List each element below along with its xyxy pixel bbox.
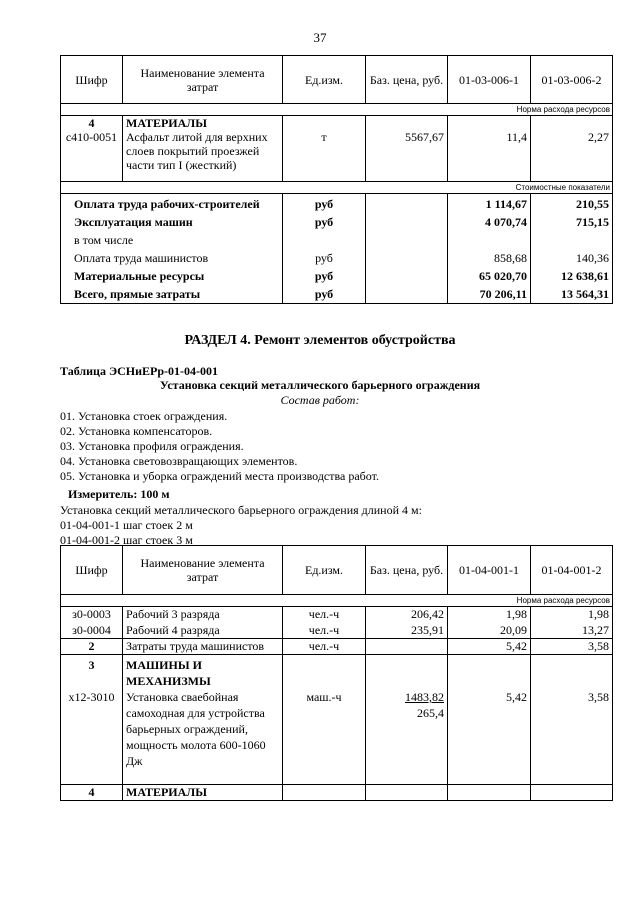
cost-row-name: Эксплуатация машин — [74, 215, 193, 229]
resource-table-2 — [60, 545, 613, 801]
norm-label: Норма расхода ресурсов — [61, 104, 613, 116]
cost-values-2 — [531, 194, 613, 304]
item-unit: т — [283, 116, 366, 182]
header-col1: 01-04-001-1 — [448, 546, 531, 595]
machine-name-line: Установка сваебойная — [126, 690, 239, 704]
cost-row-unit — [286, 231, 362, 249]
work-composition-title: Состав работ: — [280, 393, 360, 407]
machine-price-secondary: 265,4 — [417, 706, 444, 720]
header-col1: 01-03-006-1 — [448, 56, 531, 104]
row-value-1: 20,09 — [448, 623, 531, 639]
materials-number: 4 — [61, 785, 123, 801]
cost-row-value: 65 020,70 — [479, 269, 527, 283]
cost-row-unit: руб — [315, 251, 333, 265]
description — [60, 503, 422, 548]
row-unit: чел.-ч — [283, 639, 366, 655]
item-name-line: Асфальт литой для верхних — [126, 130, 268, 144]
cost-row-name: Всего, прямые затраты — [74, 287, 201, 301]
machine-name-line: мощность молота 600-1060 — [126, 738, 266, 752]
cost-row-unit: руб — [314, 197, 334, 211]
machines-name-cell — [123, 655, 283, 785]
cost-row-value: 210,55 — [576, 197, 609, 211]
table-title: Установка секций металлического барьерного ограждения — [159, 378, 481, 392]
section-name: МАТЕРИАЛЫ — [126, 116, 207, 130]
measure: Измеритель: 100 м — [68, 487, 170, 501]
cost-row-value — [534, 231, 609, 249]
machine-name-line: барьерных ограждений, — [126, 722, 248, 736]
cost-row-unit: руб — [314, 287, 334, 301]
machines-code-cell — [61, 655, 123, 785]
header-code: Шифр — [61, 56, 123, 104]
cost-row-value: 70 206,11 — [479, 287, 527, 301]
work-item: 05. Установка и уборка ограждений места производства работ. — [60, 469, 379, 483]
row-code: з0-0003 — [61, 607, 123, 623]
cost-row-value: 140,36 — [576, 251, 609, 265]
row-price: 235,91 — [366, 623, 448, 639]
page-number: 37 — [313, 30, 327, 45]
cost-row-value: 12 638,61 — [561, 269, 609, 283]
machine-price: 1483,82 — [405, 690, 444, 704]
description-line: 01-04-001-2 шаг стоек 3 м — [60, 533, 193, 547]
machine-value-2: 3,58 — [531, 655, 613, 785]
header-name: Наименование элемента затрат — [123, 56, 283, 104]
row-value-2: 13,27 — [531, 623, 613, 639]
machine-price-cell — [366, 655, 448, 785]
cost-price-cell — [366, 194, 448, 304]
work-item: 02. Установка компенсаторов. — [60, 424, 213, 438]
machines-name-line: МЕХАНИЗМЫ — [126, 674, 211, 688]
row-code: з0-0004 — [61, 623, 123, 639]
machines-number: 3 — [88, 658, 95, 672]
row-code: 2 — [61, 639, 123, 655]
row-price — [366, 639, 448, 655]
machine-code: х12-3010 — [68, 690, 115, 704]
item-price: 5567,67 — [366, 116, 448, 182]
cost-row-unit: руб — [314, 215, 334, 229]
header-price: Баз. цена, руб. — [366, 546, 448, 595]
section-code-cell — [61, 116, 123, 182]
machine-value-1: 5,42 — [448, 655, 531, 785]
item-name-line: части тип I (жесткий) — [126, 158, 237, 172]
cost-row-name: Материальные ресурсы — [74, 269, 205, 283]
header-unit: Ед.изм. — [283, 56, 366, 104]
cost-row-value: 4 070,74 — [485, 215, 527, 229]
header-name: Наименование элемента затрат — [123, 546, 283, 595]
cost-row-name: в том числе — [74, 233, 134, 247]
header-unit: Ед.изм. — [283, 546, 366, 595]
work-item: 01. Установка стоек ограждения. — [60, 409, 228, 423]
header-price: Баз. цена, руб. — [366, 56, 448, 104]
cost-units — [283, 194, 366, 304]
item-name-line: слоев покрытий проезжей — [126, 144, 260, 158]
machines-name-line: МАШИНЫ И — [126, 658, 202, 672]
row-value-2: 3,58 — [531, 639, 613, 655]
machine-name-line: самоходная для устройства — [126, 706, 265, 720]
cost-label: Стоимостные показатели — [61, 182, 613, 194]
work-item: 04. Установка световозвращающих элементов. — [60, 454, 298, 468]
work-items — [60, 409, 379, 484]
norm-label: Норма расхода ресурсов — [61, 595, 613, 607]
section-title: РАЗДЕЛ 4. Ремонт элементов обустройства — [184, 333, 456, 348]
cost-values-1 — [448, 194, 531, 304]
row-value-2: 1,98 — [531, 607, 613, 623]
cost-row-value: 858,68 — [494, 251, 527, 265]
machine-name-line: Дж — [126, 754, 143, 768]
row-price: 206,42 — [366, 607, 448, 623]
row-value-1: 5,42 — [448, 639, 531, 655]
item-value-2: 2,27 — [531, 116, 613, 182]
cost-row-value: 715,15 — [576, 215, 609, 229]
resource-table-1 — [60, 55, 613, 304]
work-item: 03. Установка профиля ограждения. — [60, 439, 244, 453]
row-unit: чел.-ч — [283, 623, 366, 639]
cost-row-unit: руб — [314, 269, 334, 283]
cost-row-name: Оплата труда рабочих-строителей — [74, 197, 260, 211]
row-name: Рабочий 4 разряда — [123, 623, 283, 639]
description-line: 01-04-001-1 шаг стоек 2 м — [60, 518, 193, 532]
header-col2: 01-03-006-2 — [531, 56, 613, 104]
header-code: Шифр — [61, 546, 123, 595]
row-unit: чел.-ч — [283, 607, 366, 623]
table-id: Таблица ЭСНиЕРр-01-04-001 — [60, 364, 219, 378]
section-name-cell — [123, 116, 283, 182]
machine-unit: маш.-ч — [283, 655, 366, 785]
header-col2: 01-04-001-2 — [531, 546, 613, 595]
section-number: 4 — [88, 116, 95, 130]
materials-name: МАТЕРИАЛЫ — [123, 785, 283, 801]
description-line: Установка секций металлического барьерного ограждения длиной 4 м: — [60, 503, 422, 517]
cost-row-name: Оплата труда машинистов — [74, 251, 209, 265]
cost-names — [61, 194, 283, 304]
item-value-1: 11,4 — [448, 116, 531, 182]
row-name: Затраты труда машинистов — [123, 639, 283, 655]
cost-row-value: 1 114,67 — [485, 197, 527, 211]
row-name: Рабочий 3 разряда — [123, 607, 283, 623]
cost-row-value — [451, 231, 527, 249]
row-value-1: 1,98 — [448, 607, 531, 623]
item-code: с410-0051 — [65, 130, 118, 144]
cost-row-value: 13 564,31 — [561, 287, 609, 301]
